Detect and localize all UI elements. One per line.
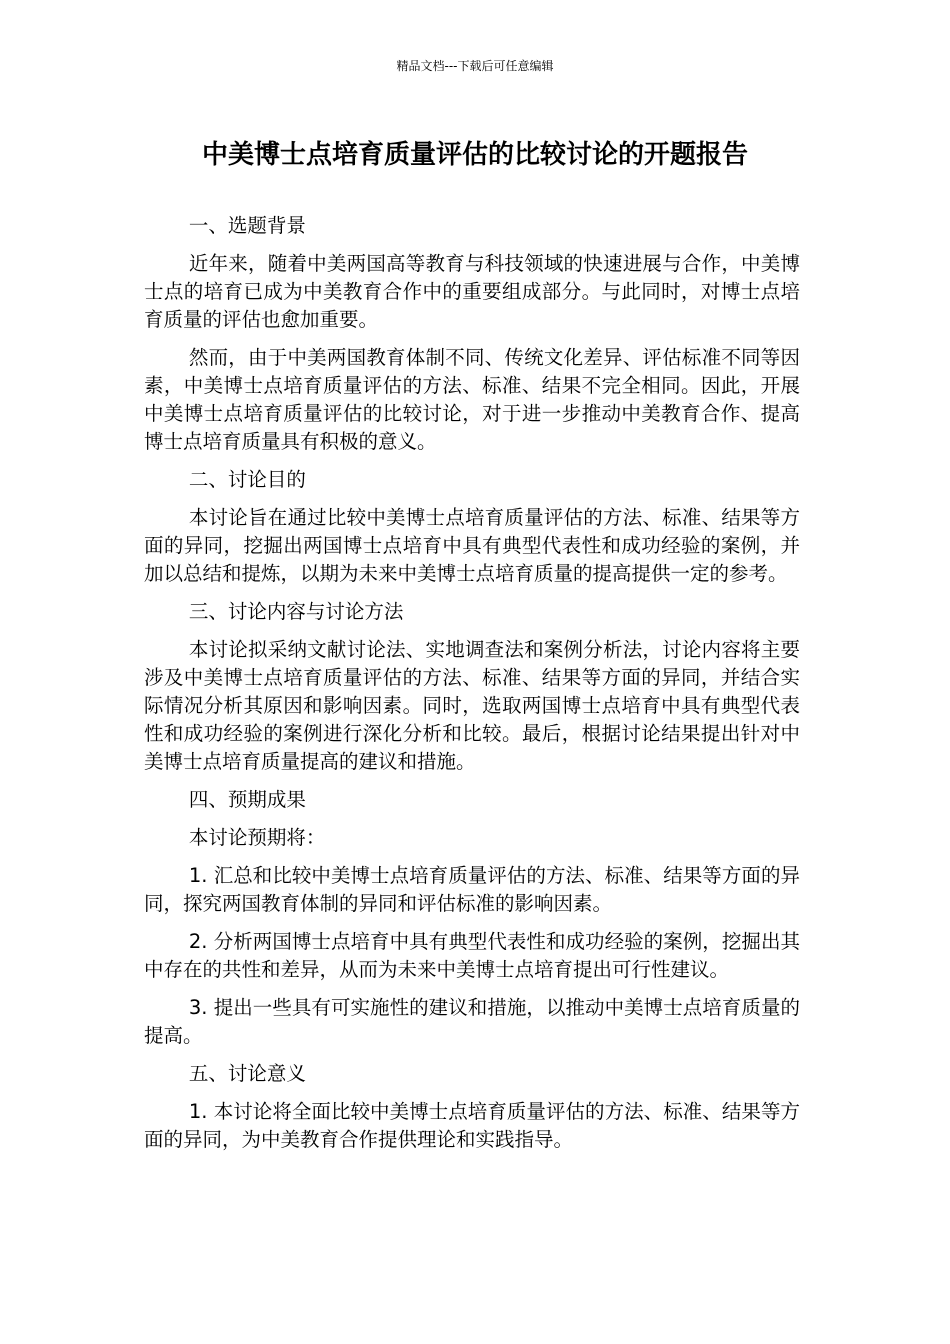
section-heading-background: 一、选题背景	[188, 214, 306, 237]
section-heading-content-method: 三、讨论内容与讨论方法	[188, 600, 404, 623]
paragraph: 然而，由于中美两国教育体制不同、传统文化差异、评估标准不同等因素，中美博士点培育质量评估的方法、标准、结果不完全相同。因此，开展中美博士点培育质量评估的比较讨论，对于进一步推动中美教育合作、提高博士点培育质量具有积极的意义。	[144, 346, 800, 453]
section-heading-expected-results: 四、预期成果	[188, 788, 306, 811]
document-title: 中美博士点培育质量评估的比较讨论的开题报告	[201, 140, 748, 170]
list-item: 1. 本讨论将全面比较中美博士点培育质量评估的方法、标准、结果等方面的异同，为中美教育合作提供理论和实践指导。	[144, 1100, 800, 1151]
paragraph: 本讨论预期将：	[188, 826, 326, 849]
paragraph: 本讨论拟采纳文献讨论法、实地调查法和案例分析法，讨论内容将主要涉及中美博士点培育质量评估的方法、标准、结果等方面的异同，并结合实际情况分析其原因和影响因素。同时，选取两国博士点培育中具有典型代表性和成功经验的案例进行深化分析和比较。最后，根据讨论结果提出针对中美博士点培育质量提高的建议和措施。	[144, 638, 800, 773]
list-item: 1. 汇总和比较中美博士点培育质量评估的方法、标准、结果等方面的异同，探究两国教育体制的异同和评估标准的影响因素。	[144, 864, 800, 915]
document-body	[144, 212, 800, 1164]
paragraph: 近年来，随着中美两国高等教育与科技领域的快速进展与合作，中美博士点的培育已成为中美教育合作中的重要组成部分。与此同时，对博士点培育质量的评估也愈加重要。	[144, 252, 800, 331]
section-heading-significance: 五、讨论意义	[188, 1062, 306, 1085]
list-item: 2. 分析两国博士点培育中具有典型代表性和成功经验的案例，挖掘出其中存在的共性和差异，从而为未来中美博士点培育提出可行性建议。	[144, 930, 800, 981]
paragraph: 本讨论旨在通过比较中美博士点培育质量评估的方法、标准、结果等方面的异同，挖掘出两国博士点培育中具有典型代表性和成功经验的案例，并加以总结和提炼，以期为未来中美博士点培育质量的提高提供一定的参考。	[144, 506, 800, 585]
list-item: 3. 提出一些具有可实施性的建议和措施，以推动中美博士点培育质量的提高。	[144, 996, 800, 1047]
section-heading-purpose: 二、讨论目的	[188, 468, 306, 491]
header-note: 精品文档---下载后可任意编辑	[396, 59, 554, 73]
